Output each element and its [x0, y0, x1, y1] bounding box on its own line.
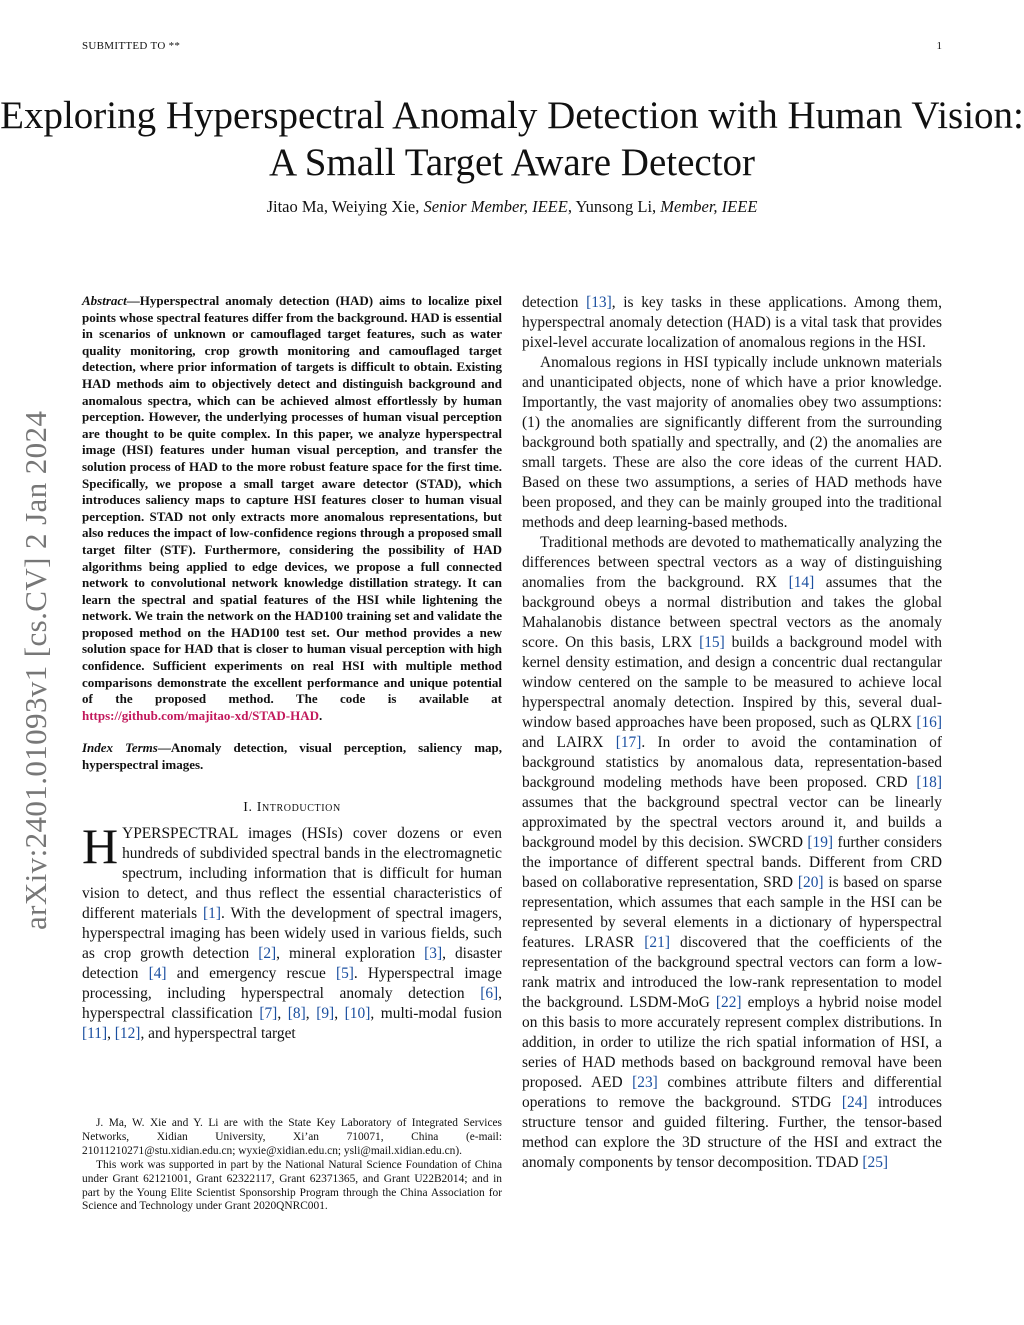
body-text: Traditional methods are devoted to mathematically analyzing the differences between spectral vectors as a way of distinguishing anomalies from the background. RX	[522, 534, 942, 591]
citation-5[interactable]: [5]	[335, 964, 354, 982]
paper-title: Exploring Hyperspectral Anomaly Detection with Human Vision: A Small Target Aware Detector	[0, 94, 1024, 184]
intro-text: , and hyperspectral target	[140, 1024, 296, 1042]
body-text: and LAIRX	[522, 734, 616, 751]
section-title: Introduction	[256, 799, 341, 815]
body-text: assumes that the background obeys a normal distribution and takes the global Mahalanobis distance between spectral vectors as the anomaly score. On this basis, LRX	[522, 574, 942, 651]
author-role-1: Senior Member, IEEE	[423, 197, 568, 216]
intro-text: ,	[107, 1024, 115, 1042]
citation-22[interactable]: [22]	[715, 994, 742, 1011]
body-text: . In order to avoid the contamination of background statistics by anomalous data, representation-based background modeling methods have been proposed. CRD	[522, 734, 942, 791]
citation-23[interactable]: [23]	[632, 1074, 658, 1091]
citation-7[interactable]: [7]	[259, 1004, 278, 1022]
intro-caps: YPERSPECTRAL	[122, 824, 238, 842]
author-names-1: Jitao Ma, Weiying Xie,	[266, 197, 424, 216]
body-text: employs a hybrid noise model on this basis to more accurately represent complex distributions. In addition, in order to utilize the rich spatial information of HSI, a series of HAD methods based on background removal have been proposed. AED	[522, 994, 942, 1091]
intro-text: . With the development of spectral imagers, hyperspectral imaging has been widely used in various fields, such as crop growth detection	[82, 904, 502, 962]
citation-2[interactable]: [2]	[258, 944, 277, 962]
running-head: SUBMITTED TO **	[82, 40, 181, 52]
body-text: assumes that the background spectral vector can be linearly approximated by the spectral vectors around it, and builds a background model by this decision. SWCRD	[522, 794, 942, 851]
author-line	[0, 197, 1024, 217]
citation-14[interactable]: [14]	[788, 574, 815, 591]
intro-text: , hyperspectral classification	[82, 984, 502, 1022]
intro-text-left	[82, 817, 502, 1044]
intro-text: images (HSIs) cover dozens or even hundreds of subdivided spectral bands in the electromagnetic spectrum, including information that is difficult for human vision to detect, and thus reflect the essential characteristics of different materials	[82, 824, 502, 922]
intro-text: , multi-modal fusion	[370, 1004, 502, 1022]
citation-3[interactable]: [3]	[424, 944, 443, 962]
index-terms-text: —Anomaly detection, visual perception, saliency map, hyperspectral images.	[82, 740, 503, 773]
intro-text: , mineral exploration	[276, 944, 425, 962]
footnote-affiliation: J. Ma, W. Xie and Y. Li are with the State Key Laboratory of Integrated Services Networks, Xidian University, Xi’an 710071, China (e-mail: 21011210271@stu.xidian.edu.cn; wyxie@xidian.edu.cn; ysli@mail.xidian.edu.cn).	[82, 1117, 502, 1157]
body-text: discovered that the coefficients of the representation of the background spectral vectors can form a low-rank matrix and introduced the low-rank representation to model the background. LSDM-MoG	[522, 934, 943, 1011]
body-text: , is key tasks in these applications. Among them, hyperspectral anomaly detection (HAD) is a vital task that provides pixel-level accurate localization of anomalous regions in the HSI.	[522, 294, 942, 351]
intro-text: ,	[305, 1004, 317, 1022]
body-text: combines attribute filters and differential operations to remove the background. STDG	[522, 1074, 942, 1111]
citation-15[interactable]: [15]	[699, 634, 725, 651]
citation-12[interactable]: [12]	[114, 1024, 141, 1042]
citation-10[interactable]: [10]	[344, 1004, 371, 1022]
arxiv-stamp: arXiv:2401.01093v1 [cs.CV] 2 Jan 2024	[18, 410, 53, 930]
citation-24[interactable]: [24]	[841, 1094, 868, 1111]
citation-25[interactable]: [25]	[862, 1154, 889, 1171]
citation-21[interactable]: [21]	[644, 934, 670, 951]
drop-cap: H	[82, 817, 119, 874]
citation-9[interactable]: [9]	[316, 1004, 335, 1022]
body-text: further considers the importance of different spectral bands. Different from CRD based on collaborative representation, SRD	[522, 834, 942, 891]
index-terms-label: Index Terms	[82, 740, 158, 756]
abstract-text: —Hyperspectral anomaly detection (HAD) aims to localize pixel points whose spectral features differ from the background. HAD is essential in scenarios of unknown or camouflaged target features, such as water quality monitoring, crop growth monitoring and camouflaged target detection, where prior information of targets is difficult to obtain. Existing HAD methods aim to objectively detect and distinguish background and anomalous spectra, which can be achieved almost effortlessly by human perception. However, the underlying processes of human visual perception are thought to be quite complex. In this paper, we analyze hyperspectral image (HSI) features under human visual perception, and transfer the solution process of HAD to the more robust feature space for the first time. Specifically, we propose a small target aware detector (STAD), which introduces saliency maps to capture HSI features closer to human visual perception. STAD not only extracts more anomalous representations, but also reduces the impact of low-confidence regions through a proposed small target filter (STF). Furthermore, considering the possibility of HAD algorithms being applied to edge devices, we propose a full connected network to convolutional network knowledge distillation strategy. It can learn the spectral and spatial features of the HSI while lightening the network. We train the network on the HAD100 training set and validate the proposed method on the HAD100 test set. Our method provides a new solution space for HAD that is closer to human visual perception with high confidence. Sufficient experiments on real HSI with multiple method comparisons demonstrate the excellent performance and unique potential of the proposed method. The code is available at	[82, 293, 502, 707]
body-text: builds a background model with kernel density estimation, and design a concentric dual rectangular window centered on the sample to be measured to achieve local hyperspectral anomaly detection. Inspired by this, several dual-window based approaches have been proposed, such as QLRX	[522, 634, 943, 731]
citation-11[interactable]: [11]	[82, 1024, 108, 1042]
right-column	[522, 293, 942, 1173]
citation-8[interactable]: [8]	[287, 1004, 306, 1022]
paragraph-assumptions: Anomalous regions in HSI typically include unknown materials and unanticipated objects, none of which have a prior knowledge. Importantly, the vast majority of anomalies obey two assumptions: (1) the anomalies are significantly different from the surrounding background both spatially and spectrally, and (2) the anomalies are small targets. These are also the core ideas of the current HAD. Based on these two assumptions, a series of HAD methods have been proposed, and they can be mainly grouped into the traditional methods and deep learning-based methods.	[522, 354, 942, 531]
index-terms	[82, 740, 502, 773]
citation-6[interactable]: [6]	[480, 984, 499, 1002]
citation-13[interactable]: [13]	[586, 294, 612, 311]
footnotes	[82, 1117, 502, 1214]
abstract-label: Abstract	[82, 293, 127, 308]
intro-text: . Hyperspectral image processing, including hyperspectral anomaly detection	[82, 964, 502, 1002]
intro-text: ,	[334, 1004, 345, 1022]
left-column	[82, 293, 502, 1044]
author-names-2: , Yunsong Li,	[567, 197, 661, 216]
section-heading	[82, 800, 502, 816]
intro-text: ,	[277, 1004, 288, 1022]
intro-text: and emergency rescue	[166, 964, 336, 982]
code-link[interactable]: https://github.com/majitao-xd/STAD-HAD	[82, 707, 320, 723]
intro-text-right	[522, 293, 942, 1173]
citation-19[interactable]: [19]	[807, 834, 834, 851]
page-number: 1	[936, 40, 942, 52]
abstract	[82, 293, 502, 724]
intro-text: , disaster detection	[82, 944, 502, 982]
citation-4[interactable]: [4]	[148, 964, 167, 982]
section-number: I.	[243, 799, 257, 815]
citation-1[interactable]: [1]	[203, 904, 221, 922]
citation-18[interactable]: [18]	[916, 774, 942, 791]
abstract-end: .	[319, 707, 323, 723]
author-role-2: Member, IEEE	[660, 197, 758, 216]
citation-17[interactable]: [17]	[615, 734, 642, 751]
body-text: detection	[522, 294, 587, 311]
citation-20[interactable]: [20]	[797, 874, 824, 891]
body-text: is based on sparse representation, which assumes that each sample in the HSI can be represented by several elements in a dictionary of hyperspectral features. LRASR	[522, 874, 942, 951]
footnote-funding: This work was supported in part by the National Natural Science Foundation of China under Grant 62121001, Grant 62322117, Grant 62371365, and Grant U22B2014; and in part by the Young Elite Scientist Sponsorship Program through the China Association for Science and Technology under Grant 2020QNRC001.	[82, 1158, 502, 1213]
citation-16[interactable]: [16]	[916, 714, 942, 731]
body-text: introduces structure tensor and guided filtering. Further, the tensor-based method can explore the 3D structure of the HSI and extract the anomaly components by tensor decomposition. TDAD	[522, 1094, 942, 1171]
